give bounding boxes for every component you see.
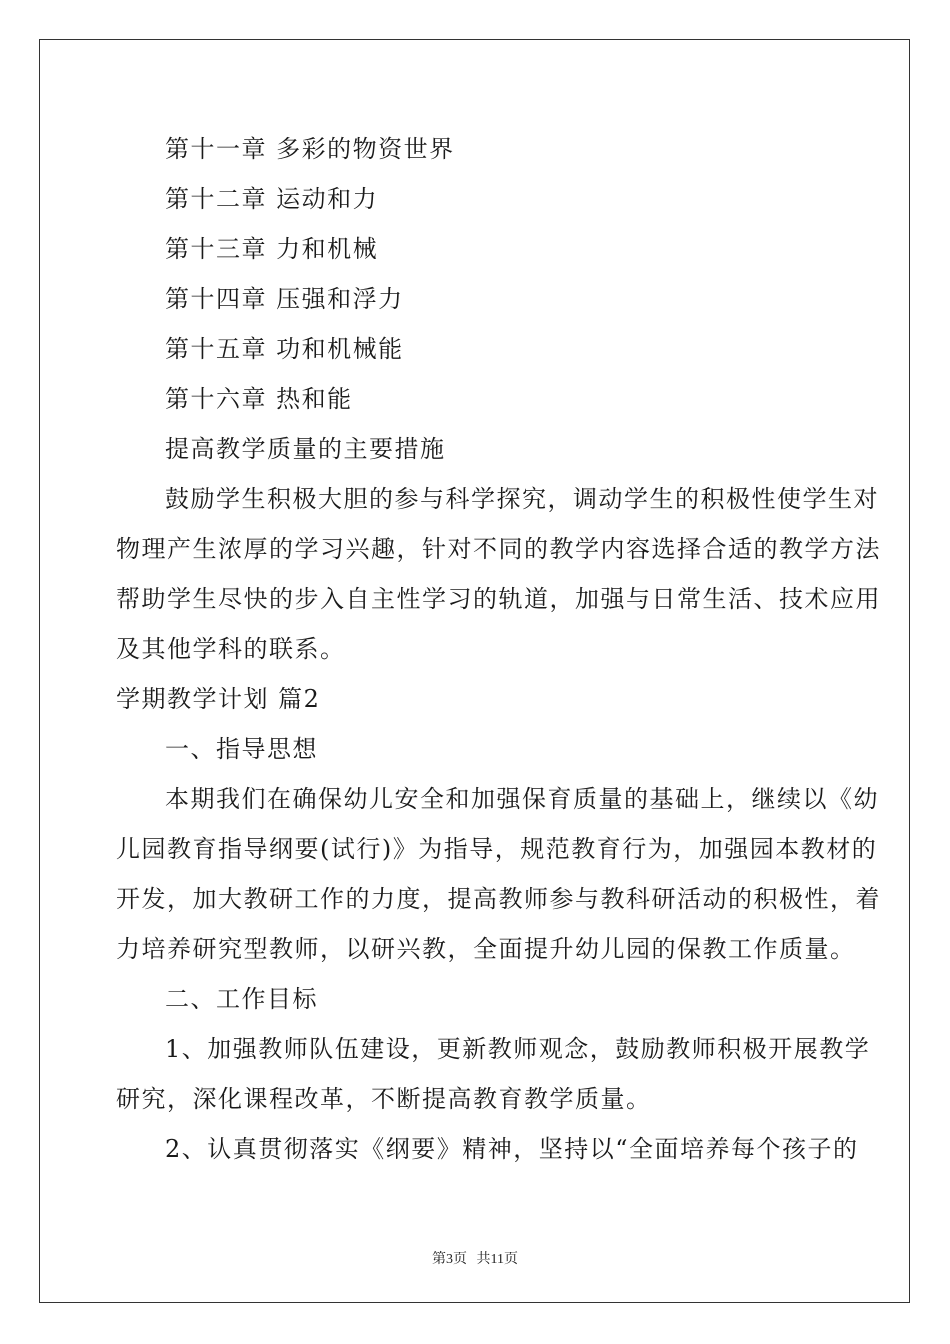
- text-line: 研究，深化课程改革，不断提高教育教学质量。: [116, 1085, 652, 1113]
- text-line: 帮助学生尽快的步入自主性学习的轨道，加强与日常生活、技术应用: [116, 585, 881, 613]
- text-line: 鼓励学生积极大胆的参与科学探究，调动学生的积极性使学生对: [165, 485, 879, 513]
- text-line: 及其他学科的联系。: [116, 635, 346, 663]
- page-footer: [0, 1248, 950, 1268]
- text-line: 提高教学质量的主要措施: [165, 435, 446, 463]
- text-line: 力培养研究型教师，以研兴教，全面提升幼儿园的保教工作质量。: [116, 935, 856, 963]
- text-line: 第十四章 压强和浮力: [165, 285, 404, 313]
- text-line: 本期我们在确保幼儿安全和加强保育质量的基础上，继续以《幼: [165, 785, 879, 813]
- text-line: 第十六章 热和能: [165, 385, 353, 413]
- page-total: 共11页: [476, 1252, 518, 1267]
- text-line: 第十五章 功和机械能: [165, 335, 404, 363]
- page-number: 第3页: [432, 1252, 467, 1267]
- text-line: 二、工作目标: [165, 985, 318, 1013]
- text-line: 1、加强教师队伍建设，更新教师观念，鼓励教师积极开展教学: [165, 1035, 871, 1063]
- text-line: 第十一章 多彩的物资世界: [165, 135, 455, 163]
- text-line: 第十三章 力和机械: [165, 235, 379, 263]
- text-line: 一、指导思想: [165, 735, 318, 763]
- section-heading: 学期教学计划 篇2: [116, 685, 321, 713]
- text-line: 儿园教育指导纲要(试行)》为指导，规范教育行为，加强园本教材的: [116, 835, 878, 863]
- text-line: 开发，加大教研工作的力度，提高教师参与教科研活动的积极性，着: [116, 885, 881, 913]
- text-line: 2、认真贯彻落实《纲要》精神，坚持以“全面培养每个孩子的: [165, 1135, 859, 1163]
- text-line: 第十二章 运动和力: [165, 185, 379, 213]
- text-line: 物理产生浓厚的学习兴趣，针对不同的教学内容选择合适的教学方法: [116, 535, 881, 563]
